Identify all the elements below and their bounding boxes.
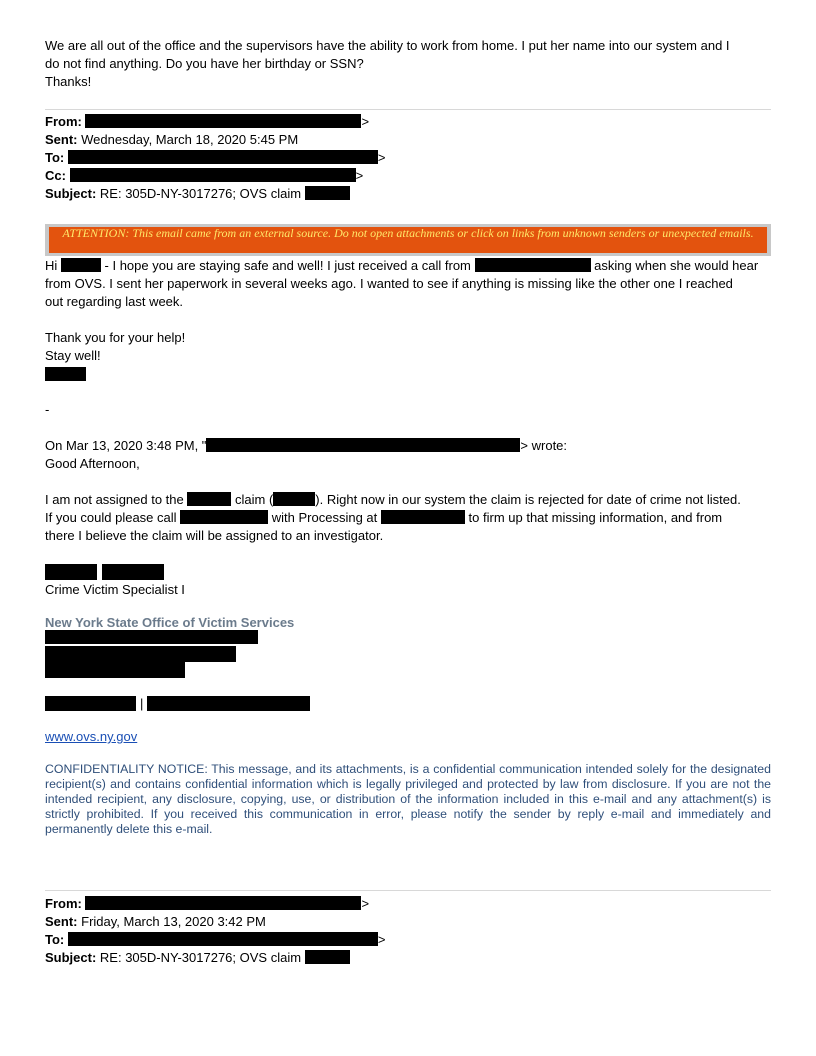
redaction <box>70 168 356 182</box>
redaction <box>187 492 231 506</box>
quoted-line-3: there I believe the claim will be assigned to an investigator. <box>45 528 384 543</box>
redaction <box>273 492 315 506</box>
redaction <box>45 367 86 381</box>
msg-line-1: Hi - I hope you are staying safe and well! I just received a call from asking when she would hear <box>45 258 759 273</box>
redaction <box>102 564 164 580</box>
angle: > <box>377 150 386 165</box>
reply-line-1: We are all out of the office and the supervisors have the ability to work from home. I put her name into our system and I <box>45 38 730 53</box>
quoted-body <box>45 491 771 545</box>
quoted-on-line: On Mar 13, 2020 3:48 PM, " > wrote: <box>45 438 568 453</box>
angle: > <box>361 114 370 129</box>
reply-top <box>45 37 730 91</box>
signature-org: New York State Office of Victim Services <box>45 615 295 630</box>
header-subject <box>45 185 771 203</box>
header-sent <box>45 131 771 149</box>
msg-closing <box>45 329 185 365</box>
message-body <box>45 257 771 311</box>
msg-dash: - <box>45 402 50 417</box>
header2-sent: Sent: Friday, March 13, 2020 3:42 PM <box>45 914 266 929</box>
redaction <box>45 662 185 678</box>
header-cc <box>45 167 771 185</box>
from-label: From: <box>45 114 82 129</box>
quoted-line-2: If you could please call with Processing at to firm up that missing information, and from <box>45 510 723 525</box>
divider <box>45 109 771 110</box>
header2-to: To: > <box>45 932 386 947</box>
subject-label: Subject: <box>45 186 97 201</box>
quoted-greeting: Good Afternoon, <box>45 456 140 471</box>
header-from <box>45 113 771 131</box>
reply-line-2: do not find anything. Do you have her birthday or SSN? <box>45 56 364 71</box>
redaction <box>85 114 361 128</box>
sent-label: Sent: <box>45 132 78 147</box>
redaction <box>147 696 310 711</box>
quoted-line-1: I am not assigned to the claim ( ). Right now in our system the claim is rejected for date of crime not listed. <box>45 492 741 507</box>
header2-from: From: > <box>45 896 370 911</box>
redaction <box>45 564 97 580</box>
msg-line-2: from OVS. I sent her paperwork in several weeks ago. I wanted to see if anything is missing like the other one I reached <box>45 276 733 291</box>
redaction <box>45 630 258 644</box>
redaction <box>45 646 236 662</box>
header-to <box>45 149 771 167</box>
redaction <box>206 438 520 452</box>
redaction <box>305 950 350 964</box>
redaction <box>381 510 465 524</box>
redaction <box>475 258 591 272</box>
redaction <box>68 932 378 946</box>
divider <box>45 890 771 891</box>
redaction <box>68 150 378 164</box>
redaction <box>305 186 350 200</box>
angle: > <box>355 168 364 183</box>
reply-thanks: Thanks! <box>45 74 92 89</box>
redaction <box>85 896 361 910</box>
msg-stay: Stay well! <box>45 348 101 363</box>
sent-value: Wednesday, March 18, 2020 5:45 PM <box>81 132 299 147</box>
redaction <box>61 258 101 272</box>
header2-subject: Subject: RE: 305D-NY-3017276; OVS claim <box>45 949 771 967</box>
website-link[interactable]: www.ovs.ny.gov <box>45 729 138 744</box>
cc-label: Cc: <box>45 168 66 183</box>
subject-value: RE: 305D-NY-3017276; OVS claim <box>99 186 302 201</box>
redaction <box>45 696 136 711</box>
redaction <box>180 510 268 524</box>
msg-line-3: out regarding last week. <box>45 294 184 309</box>
external-warning-banner <box>45 224 771 256</box>
banner-text: ATTENTION: This email came from an external source. Do not open attachments or click on links from unknown senders or unexpected emails. <box>49 227 767 253</box>
msg-thanks: Thank you for your help! <box>45 330 186 345</box>
confidentiality-notice: CONFIDENTIALITY NOTICE: This message, and its attachments, is a confidential communication intended solely for the designated recipient(s) and contains confidential information which is legally privileged and protected by law from disclosure. If you are not the intended recipient, any disclosure, copying, use, or distribution of the information included in this e-mail and any attachment(s) is strictly prohibited. If you received this communication in error, please notify the sender by reply e-mail and immediately and permanently delete this e-mail. <box>45 762 771 836</box>
signature-separator: | <box>140 696 144 711</box>
signature-title: Crime Victim Specialist I <box>45 582 185 597</box>
to-label: To: <box>45 150 65 165</box>
